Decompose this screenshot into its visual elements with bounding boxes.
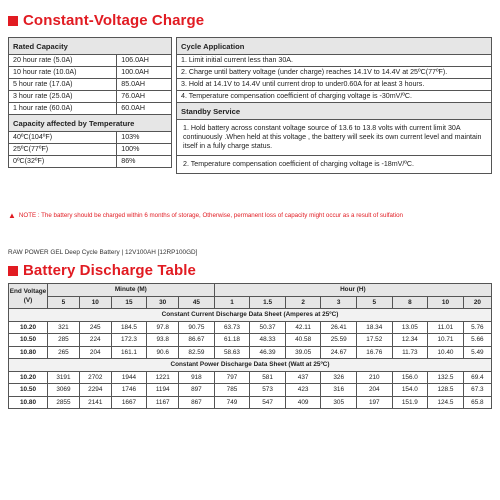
standby-item: 2. Temperature compensation coefficient of charging voltage is -18mV/ºC. bbox=[177, 156, 492, 174]
discharge-value-cell: 204 bbox=[357, 384, 393, 397]
rated-value: 76.0AH bbox=[117, 91, 172, 103]
power-sheet-label: Constant Power Discharge Data Sheet (Watt at 25ºC) bbox=[9, 359, 492, 372]
temp-value: 103% bbox=[117, 132, 172, 144]
storage-note bbox=[8, 211, 403, 220]
discharge-value-cell: 437 bbox=[285, 371, 321, 384]
discharge-value-cell: 897 bbox=[179, 384, 215, 397]
discharge-value-cell: 172.3 bbox=[111, 334, 147, 347]
discharge-value-cell: 265 bbox=[48, 346, 80, 359]
discharge-value-cell: 2855 bbox=[48, 396, 80, 409]
discharge-value-cell: 128.5 bbox=[428, 384, 464, 397]
discharge-value-cell: 48.33 bbox=[250, 334, 286, 347]
table-row bbox=[9, 321, 492, 334]
rated-rate: 10 hour rate (10.0A) bbox=[9, 67, 117, 79]
discharge-value-cell: 93.8 bbox=[147, 334, 179, 347]
discharge-value-cell: 90.75 bbox=[179, 321, 215, 334]
discharge-table bbox=[8, 283, 492, 409]
cycle-item: 2. Charge until battery voltage (under charge) reaches 14.1V to 14.4V at 25ºC(77ºF). bbox=[177, 67, 492, 79]
table-row bbox=[9, 396, 492, 409]
cv-heading bbox=[8, 12, 204, 29]
discharge-value-cell: 61.18 bbox=[214, 334, 250, 347]
discharge-value-cell: 1194 bbox=[147, 384, 179, 397]
discharge-value-cell: 5.66 bbox=[463, 334, 491, 347]
discharge-value-cell: 18.34 bbox=[357, 321, 393, 334]
discharge-value-cell: 305 bbox=[321, 396, 357, 409]
rated-value: 100.0AH bbox=[117, 67, 172, 79]
discharge-value-cell: 184.5 bbox=[111, 321, 147, 334]
hour-col: 8 bbox=[392, 296, 428, 309]
rated-rate: 1 hour rate (60.0A) bbox=[9, 103, 117, 115]
end-voltage-cell: 10.20 bbox=[9, 371, 48, 384]
discharge-value-cell: 11.01 bbox=[428, 321, 464, 334]
discharge-value-cell: 573 bbox=[250, 384, 286, 397]
hour-col: 2 bbox=[285, 296, 321, 309]
discharge-value-cell: 42.11 bbox=[285, 321, 321, 334]
minute-col: 15 bbox=[111, 296, 147, 309]
current-sheet-label: Constant Current Discharge Data Sheet (Amperes at 25ºC) bbox=[9, 309, 492, 322]
table-row bbox=[9, 346, 492, 359]
table-row bbox=[9, 371, 492, 384]
rated-value: 85.0AH bbox=[117, 79, 172, 91]
discharge-value-cell: 156.0 bbox=[392, 371, 428, 384]
discharge-heading bbox=[8, 262, 196, 279]
discharge-value-cell: 50.37 bbox=[250, 321, 286, 334]
discharge-title: Battery Discharge Table bbox=[23, 262, 196, 279]
discharge-value-cell: 40.58 bbox=[285, 334, 321, 347]
end-voltage-cell: 10.20 bbox=[9, 321, 48, 334]
cycle-standby-table bbox=[176, 37, 492, 174]
hour-col: 1.5 bbox=[250, 296, 286, 309]
cycle-item: 4. Temperature compensation coefficient of charging voltage is -30mV/ºC. bbox=[177, 91, 492, 103]
hour-col: 20 bbox=[463, 296, 491, 309]
discharge-value-cell: 90.6 bbox=[147, 346, 179, 359]
end-voltage-cell: 10.80 bbox=[9, 396, 48, 409]
discharge-value-cell: 151.9 bbox=[392, 396, 428, 409]
temp-condition: 40ºC(104ºF) bbox=[9, 132, 117, 144]
hour-col: 5 bbox=[357, 296, 393, 309]
rated-value: 60.0AH bbox=[117, 103, 172, 115]
discharge-value-cell: 547 bbox=[250, 396, 286, 409]
discharge-value-cell: 1221 bbox=[147, 371, 179, 384]
minute-col: 30 bbox=[147, 296, 179, 309]
discharge-value-cell: 10.40 bbox=[428, 346, 464, 359]
discharge-value-cell: 785 bbox=[214, 384, 250, 397]
discharge-value-cell: 69.4 bbox=[463, 371, 491, 384]
minute-col: 10 bbox=[79, 296, 111, 309]
discharge-value-cell: 2702 bbox=[79, 371, 111, 384]
discharge-value-cell: 867 bbox=[179, 396, 215, 409]
temp-condition: 25ºC(77ºF) bbox=[9, 144, 117, 156]
discharge-value-cell: 39.05 bbox=[285, 346, 321, 359]
discharge-value-cell: 26.41 bbox=[321, 321, 357, 334]
discharge-value-cell: 65.8 bbox=[463, 396, 491, 409]
cv-title: Constant-Voltage Charge bbox=[23, 12, 205, 29]
discharge-value-cell: 17.52 bbox=[357, 334, 393, 347]
rated-rate: 20 hour rate (5.0A) bbox=[9, 55, 117, 67]
discharge-value-cell: 24.67 bbox=[321, 346, 357, 359]
discharge-value-cell: 82.59 bbox=[179, 346, 215, 359]
rated-rate: 3 hour rate (25.0A) bbox=[9, 91, 117, 103]
table-row bbox=[9, 334, 492, 347]
discharge-value-cell: 2294 bbox=[79, 384, 111, 397]
hour-col: 1 bbox=[214, 296, 250, 309]
discharge-value-cell: 12.34 bbox=[392, 334, 428, 347]
end-voltage-header: End Voltage (V) bbox=[9, 284, 48, 309]
discharge-value-cell: 3069 bbox=[48, 384, 80, 397]
discharge-value-cell: 161.1 bbox=[111, 346, 147, 359]
discharge-value-cell: 423 bbox=[285, 384, 321, 397]
discharge-value-cell: 132.5 bbox=[428, 371, 464, 384]
discharge-value-cell: 5.49 bbox=[463, 346, 491, 359]
discharge-value-cell: 2141 bbox=[79, 396, 111, 409]
discharge-value-cell: 326 bbox=[321, 371, 357, 384]
temp-value: 100% bbox=[117, 144, 172, 156]
hour-header: Hour (H) bbox=[214, 284, 491, 297]
heading-square-icon bbox=[8, 16, 18, 26]
discharge-value-cell: 11.73 bbox=[392, 346, 428, 359]
cycle-item: 1. Limit initial current less than 30A. bbox=[177, 55, 492, 67]
minute-col: 5 bbox=[48, 296, 80, 309]
cycle-item: 3. Hold at 14.1V to 14.4V until current drop to under0.60A for at least 3 hours. bbox=[177, 79, 492, 91]
discharge-value-cell: 5.76 bbox=[463, 321, 491, 334]
discharge-value-cell: 316 bbox=[321, 384, 357, 397]
discharge-value-cell: 224 bbox=[79, 334, 111, 347]
rated-capacity-table bbox=[8, 37, 172, 168]
discharge-value-cell: 204 bbox=[79, 346, 111, 359]
discharge-value-cell: 25.59 bbox=[321, 334, 357, 347]
discharge-value-cell: 1746 bbox=[111, 384, 147, 397]
discharge-value-cell: 3191 bbox=[48, 371, 80, 384]
discharge-value-cell: 154.0 bbox=[392, 384, 428, 397]
heading-square-icon bbox=[8, 266, 18, 276]
end-voltage-cell: 10.80 bbox=[9, 346, 48, 359]
discharge-value-cell: 245 bbox=[79, 321, 111, 334]
discharge-value-cell: 10.71 bbox=[428, 334, 464, 347]
hour-col: 3 bbox=[321, 296, 357, 309]
product-caption: RAW POWER GEL Deep Cycle Battery | 12V100AH [12RP100GD] bbox=[8, 249, 198, 256]
discharge-value-cell: 749 bbox=[214, 396, 250, 409]
rated-capacity-header: Rated Capacity bbox=[9, 38, 172, 55]
temp-capacity-header: Capacity affected by Temperature bbox=[9, 115, 172, 132]
table-row bbox=[9, 384, 492, 397]
discharge-value-cell: 67.3 bbox=[463, 384, 491, 397]
discharge-value-cell: 13.05 bbox=[392, 321, 428, 334]
discharge-value-cell: 409 bbox=[285, 396, 321, 409]
minute-header: Minute (M) bbox=[48, 284, 215, 297]
hour-col: 10 bbox=[428, 296, 464, 309]
standby-service-header: Standby Service bbox=[177, 103, 492, 120]
cycle-application-header: Cycle Application bbox=[177, 38, 492, 55]
discharge-value-cell: 285 bbox=[48, 334, 80, 347]
discharge-value-cell: 63.73 bbox=[214, 321, 250, 334]
standby-item: 1. Hold battery across constant voltage source of 13.6 to 13.8 volts with current limit 30A continuously .When held at this voltage , the battery will seek its own current level and maintain itself in a fully charge status. bbox=[177, 120, 492, 156]
discharge-value-cell: 1944 bbox=[111, 371, 147, 384]
discharge-value-cell: 97.8 bbox=[147, 321, 179, 334]
minute-col: 45 bbox=[179, 296, 215, 309]
temp-value: 86% bbox=[117, 156, 172, 168]
warning-icon: ▲ bbox=[8, 211, 16, 220]
discharge-value-cell: 197 bbox=[357, 396, 393, 409]
rated-value: 106.0AH bbox=[117, 55, 172, 67]
discharge-value-cell: 1167 bbox=[147, 396, 179, 409]
discharge-value-cell: 46.39 bbox=[250, 346, 286, 359]
discharge-value-cell: 124.5 bbox=[428, 396, 464, 409]
storage-note-text: NOTE : The battery should be charged within 6 months of storage, Otherwise, permanent loss of capacity might occur as a result of sulfation bbox=[18, 212, 403, 219]
discharge-value-cell: 58.63 bbox=[214, 346, 250, 359]
discharge-value-cell: 581 bbox=[250, 371, 286, 384]
discharge-value-cell: 797 bbox=[214, 371, 250, 384]
discharge-value-cell: 16.76 bbox=[357, 346, 393, 359]
temp-condition: 0ºC(32ºF) bbox=[9, 156, 117, 168]
discharge-value-cell: 210 bbox=[357, 371, 393, 384]
discharge-value-cell: 321 bbox=[48, 321, 80, 334]
end-voltage-cell: 10.50 bbox=[9, 334, 48, 347]
rated-rate: 5 hour rate (17.0A) bbox=[9, 79, 117, 91]
discharge-value-cell: 918 bbox=[179, 371, 215, 384]
end-voltage-cell: 10.50 bbox=[9, 384, 48, 397]
discharge-value-cell: 1667 bbox=[111, 396, 147, 409]
discharge-value-cell: 86.67 bbox=[179, 334, 215, 347]
